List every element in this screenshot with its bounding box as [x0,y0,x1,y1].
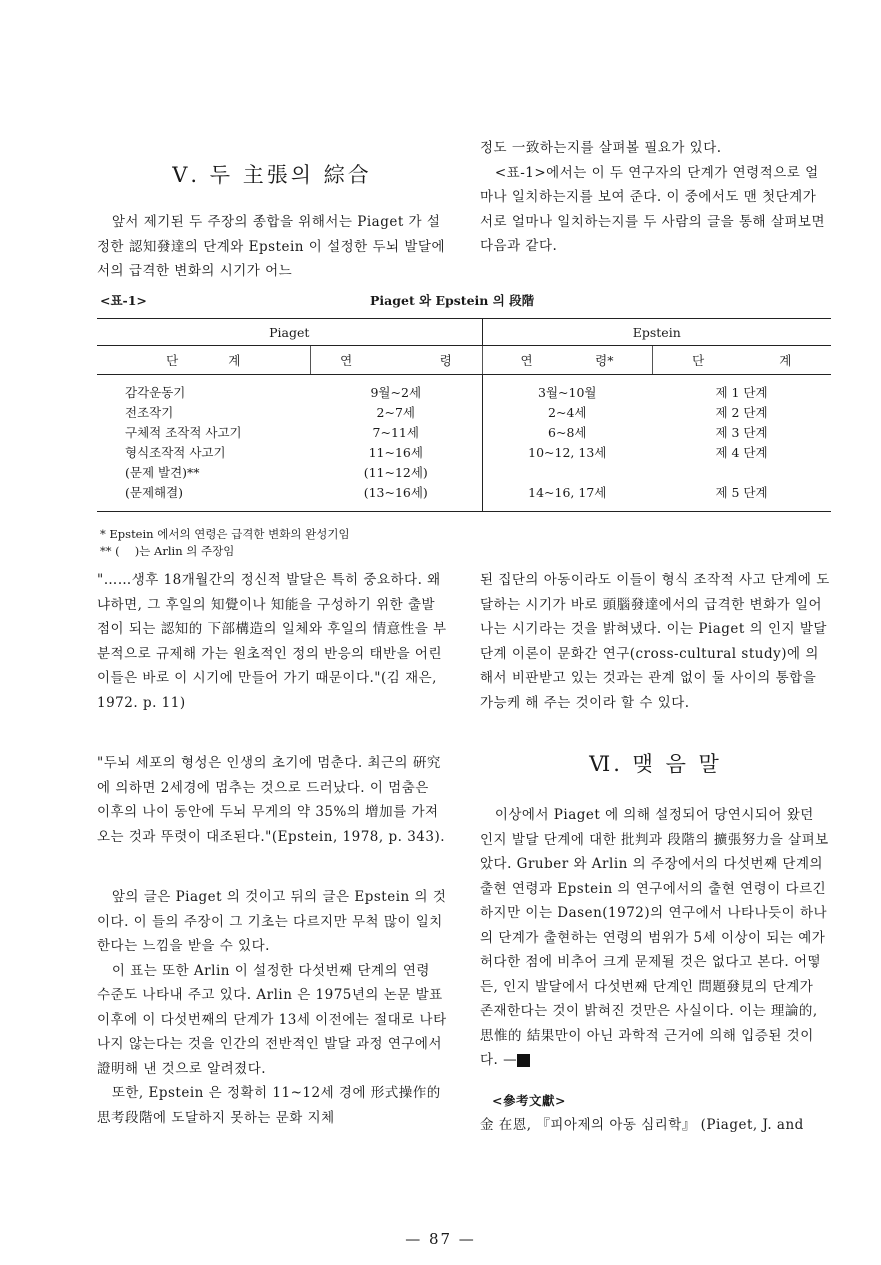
intro-continuation: 정도 一致하는지를 살펴볼 필요가 있다. [480,140,722,156]
section-5-intro-continued [480,136,831,259]
reference-entry: 金 在恩, 『피아제의 아동 심리학』 (Piaget, J. and [480,1117,804,1133]
table-row [97,483,831,512]
table-cell: (문제해결) [125,485,184,500]
table-row [97,463,831,483]
body-paragraph-2: 이 표는 또한 Arlin 이 설정한 다섯번째 단계의 연령 수준도 나타내 주고 있다. Arlin 은 1975년의 논문 발표 이후에 이 다섯번째의 단계가 13세 이전에는 절대로 나타나지 않는다는 것을 인간의 전반적인 발달 과정 연구에서 證明해 낸 것으로 알려졌다. [97,962,447,1077]
table-cell [652,463,831,483]
stages-table [97,318,831,512]
left-column [97,568,447,1130]
table-cell: 11~16세 [310,443,482,463]
conclusion-paragraph [480,803,831,1073]
table-cell: 3월~10월 [538,385,597,400]
table-cell: (13~16세) [310,483,482,512]
body-paragraph-right-1: 된 집단의 아동이라도 이들이 형식 조작적 사고 단계에 도달하는 시기가 바로 頭腦發達에서의 급격한 변화가 일어나는 시기라는 것을 밝혀냈다. 이는 Piaget 의 인지 발달 단계 이론이 문화간 연구(cross-cultural study)에 의해서 비판받고 있는 것과는 관계 없이 둘 사이의 통합을 가능케 해 주는 것이라 할 수 있다. [480,572,830,711]
table-group-piaget: Piaget [97,319,482,346]
table-footnotes [100,526,350,560]
table-row [97,443,831,463]
footnote-2: ** ( )는 Arlin 의 주장임 [100,544,235,558]
footnote-1: * Epstein 에서의 연령은 급격한 변화의 완성기임 [100,527,350,541]
table-cell: 구체적 조작적 사고기 [125,425,242,440]
table-cell: 제 1 단계 [715,385,768,400]
section-5-title: Ⅴ. 두 主張의 綜合 [172,163,372,187]
table-cell: 2~7세 [310,403,482,423]
table-cell: 제 3 단계 [715,425,768,440]
col-header-piaget-stage: 단 계 [97,346,310,375]
table-label: <표-1> [100,293,147,308]
intro-paragraph: 앞서 제기된 두 주장의 종합을 위해서는 Piaget 가 설정한 認知發達의 단계와 Epstein 이 설정한 두뇌 발달에서의 급격한 변화의 시기가 어느 [97,214,446,279]
table-row [97,375,831,404]
table-group-epstein: Epstein [482,319,831,346]
table-row [97,403,831,423]
table-row [97,423,831,443]
section-6-title: Ⅵ. 맺 음 말 [589,752,722,776]
table-cell: 6~8세 [548,425,587,440]
col-header-piaget-age: 연 령 [310,346,482,375]
body-paragraph-3: 또한, Epstein 은 정확히 11~12세 경에 形式操作的 思考段階에 도달하지 못하는 문화 지체 [97,1085,441,1126]
conclusion-text: 이상에서 Piaget 에 의해 설정되어 당연시되어 왔던 인지 발달 단계에 대한 批判과 段階의 擴張努力을 살펴보았다. Gruber 와 Arlin 의 주장에서의 다섯번째 단계의 출현 연령과 Epstein 의 연구에서의 출현 연령이 다르긴 하지만 이는 Dasen(1972)의 연구에서 나타나듯이 하나의 단계가 출현하는 연령의 범위가 5세 이상이 되는 예가 허다한 점에 비추어 크게 문제될 것은 없다고 본다. 어떻든, 인지 발달에서 다섯번째 단계인 問題發見의 단계가 존재한다는 것이 밝혀진 것만은 사실이다. 이는 理論的, 思惟的 結果만이 아닌 과학적 근거에 의해 입증된 것이다. — [480,807,829,1068]
right-column [480,568,831,1138]
table-cell: 제 2 단계 [715,405,768,420]
table-cell: (11~12세) [310,463,482,483]
table-reference-paragraph: <표-1>에서는 이 두 연구자의 단계가 연령적으로 얼마나 일치하는지를 보여 준다. 이 중에서도 맨 첫단계가 서로 얼마나 일치하는지를 두 사람의 글을 통해 살펴보면 다음과 같다. [480,164,825,254]
table-title: Piaget 와 Epstein 의 段階 [370,293,535,308]
table-cell: 9월~2세 [310,375,482,404]
table-cell: 14~16, 17세 [528,485,607,500]
col-header-epstein-age: 연 령* [482,346,652,375]
table-cell: 감각운동기 [125,385,186,400]
section-5-intro [97,210,447,284]
page-number: — 87 — [405,1230,476,1248]
table-cell: (문제 발견)** [125,465,200,480]
quote-piaget: "……생후 18개월간의 정신적 발달은 특히 중요하다. 왜냐하면, 그 후일의 知覺이나 知能을 구성하기 위한 출발점이 되는 認知的 下部構造의 일체와 후일의 情意性을 부분적으로 규제해 가는 원초적인 정의 반응의 태반을 어린이들은 바로 이 시기에 만들어 가기 때문이다."(김 재은, 1972. p. 11) [97,572,447,711]
end-mark-icon: ㉿ [517,1054,530,1067]
col-header-epstein-stage: 단 계 [652,346,831,375]
body-paragraph-1: 앞의 글은 Piaget 의 것이고 뒤의 글은 Epstein 의 것이다. 이 들의 주장이 그 기초는 다르지만 무척 많이 일치한다는 느낌을 받을 수 있다. [97,889,447,954]
references-heading: <參考文獻> [492,1092,566,1108]
table-cell: 7~11세 [310,423,482,443]
table-cell: 제 4 단계 [715,445,768,460]
table-cell: 10~12, 13세 [528,445,607,460]
table-cell: 제 5 단계 [715,485,768,500]
table-cell: 형식조작적 사고기 [125,445,226,460]
table-cell [482,463,652,483]
table-cell: 2~4세 [548,405,587,420]
table-cell: 전조작기 [125,405,174,420]
quote-epstein: "두뇌 세포의 형성은 인생의 초기에 멈춘다. 최근의 硏究에 의하면 2세경에 멈추는 것으로 드러났다. 이 멈춤은 이후의 나이 동안에 두뇌 무게의 약 35%의 增加를 가져오는 것과 뚜렷이 대조된다."(Epstein, 1978, p. 343). [97,755,446,845]
